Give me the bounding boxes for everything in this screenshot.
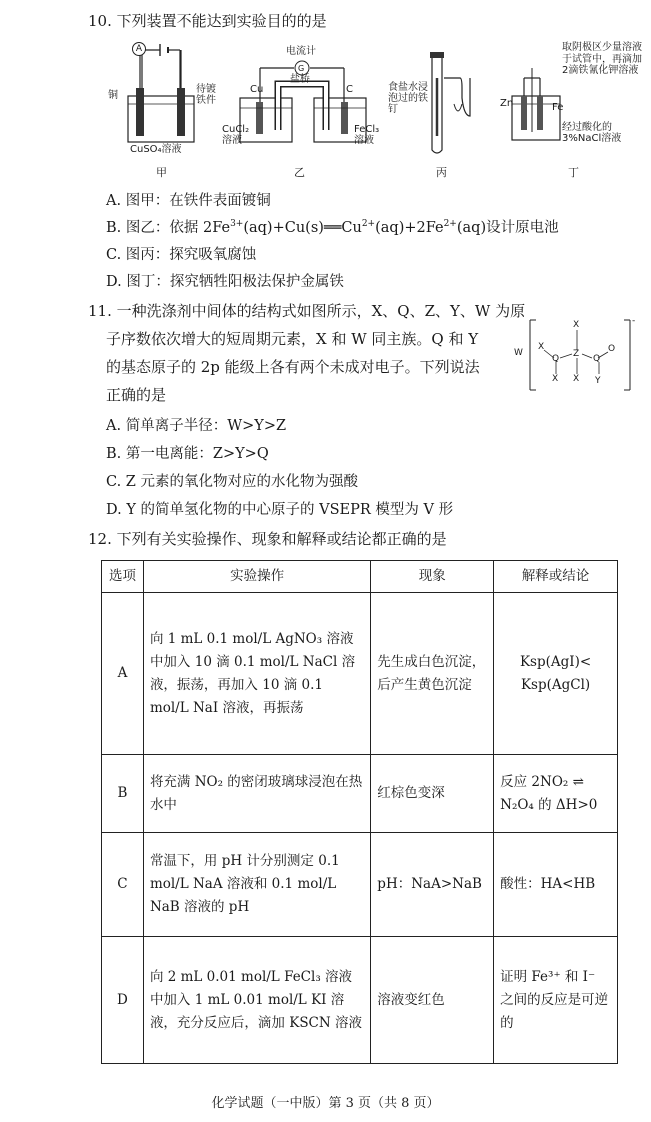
table-header-row	[102, 561, 618, 593]
label-iron-part: 待镀铁件	[196, 84, 216, 106]
header-phenomenon: 现象	[371, 561, 494, 593]
header-conclusion: 解释或结论	[494, 561, 618, 593]
row-b-option: B	[102, 755, 144, 833]
caption-ding: 丁	[568, 166, 579, 179]
atom-q-left: Q	[552, 354, 560, 364]
label-cu-electrode: Cu	[250, 84, 264, 95]
label-nacl-solution: 经过酸化的3%NaCl溶液	[562, 122, 622, 144]
row-a-phenomenon: 先生成白色沉淀，后产生黄色沉淀	[371, 593, 494, 755]
row-c-option: C	[102, 833, 144, 937]
header-operation: 实验操作	[143, 561, 370, 593]
atom-z: Z	[573, 349, 580, 359]
experiment-table	[101, 560, 618, 1064]
q10-option-b: B. 图乙：依据 $2Fe^{3+}(aq)+Cu(s)══Cu^{2+}(aq)+2Fe^{2+}(aq)$设计原电池	[106, 219, 559, 236]
q11-option-a: A. 简单离子半径：W>Y>Z	[106, 418, 287, 434]
label-ferricyanide-note: 取阴极区少量溶液于试管中，再滴加2滴铁氰化钾溶液	[562, 42, 642, 76]
row-c-phenomenon: pH：NaA>NaB	[371, 833, 494, 937]
caption-bing: 丙	[436, 166, 447, 179]
figure-ding	[492, 38, 648, 180]
q11-line-4: 正确的是	[106, 386, 167, 404]
structural-formula	[510, 316, 640, 396]
q11-line-2: 子序数依次增大的短周期元素，X 和 W 同主族。Q 和 Y	[106, 330, 479, 348]
label-zn-electrode: Zn	[500, 98, 514, 109]
q10-stem: 10. 下列装置不能达到实验目的的是	[88, 12, 327, 30]
header-option: 选项	[102, 561, 144, 593]
table-row	[102, 593, 618, 755]
figure-jia	[100, 38, 230, 180]
q11-line-1: 11. 一种洗涤剂中间体的结构式如图所示，X、Q、Z、Y、W 为原	[88, 302, 526, 320]
q12-stem: 12. 下列有关实验操作、现象和解释或结论都正确的是	[88, 530, 447, 548]
meter-symbol: G	[298, 64, 305, 73]
label-meter: 电流计	[286, 46, 316, 57]
atom-o: O	[608, 344, 616, 354]
row-b-operation: 将充满 NO₂ 的密闭玻璃球浸泡在热水中	[143, 755, 370, 833]
atom-x-mid: X	[573, 374, 580, 384]
row-d-conclusion: 证明 Fe³⁺ 和 I⁻ 之间的反应是可逆的	[494, 937, 618, 1064]
q11-option-d: D. Y 的简单氢化物的中心原子的 VSEPR 模型为 V 形	[106, 502, 454, 518]
label-fe-electrode: Fe	[552, 102, 564, 113]
table-row	[102, 937, 618, 1064]
atom-x-left: X	[538, 342, 545, 352]
row-c-conclusion: 酸性：HA<HB	[494, 833, 618, 937]
atom-w: W	[514, 348, 523, 358]
table-row	[102, 833, 618, 937]
row-c-operation: 常温下，用 pH 计分别测定 0.1 mol/L NaA 溶液和 0.1 mol/L NaB 溶液的 pH	[143, 833, 370, 937]
atom-q-right: Q	[593, 354, 601, 364]
row-a-conclusion: Ksp(AgI)< Ksp(AgCl)	[494, 593, 618, 755]
label-salt-bridge: 盐桥	[290, 74, 310, 85]
label-c-electrode: C	[346, 84, 353, 95]
q10-option-c: C. 图丙：探究吸氧腐蚀	[106, 247, 257, 263]
label-fecl3: FeCl₃溶液	[354, 124, 380, 146]
ammeter-symbol: A	[132, 42, 146, 56]
label-salt-nail: 食盐水浸泡过的铁钉	[388, 82, 428, 115]
figure-bing	[388, 38, 488, 180]
row-b-phenomenon: 红棕色变深	[371, 755, 494, 833]
row-d-option: D	[102, 937, 144, 1064]
row-b-conclusion: 反应 2NO₂ ⇌ N₂O₄ 的 ΔH>0	[494, 755, 618, 833]
row-a-option: A	[102, 593, 144, 755]
page-footer: 化学试题（一中版）第 3 页（共 8 页）	[211, 1096, 440, 1111]
figure-yi	[222, 38, 382, 180]
atom-x-bottom: X	[552, 374, 559, 384]
label-cucl2: CuCl₂溶液	[222, 124, 250, 146]
table-row	[102, 755, 618, 833]
atom-y: Y	[595, 376, 601, 386]
q11-line-3: 的基态原子的 2p 能级上各有两个未成对电子。下列说法	[106, 358, 480, 376]
label-cuso4: CuSO₄溶液	[130, 144, 182, 155]
q11-option-b: B. 第一电离能：Z>Y>Q	[106, 446, 269, 462]
q10-option-d: D. 图丁：探究牺牲阳极法保护金属铁	[106, 274, 344, 290]
caption-yi: 乙	[294, 166, 305, 179]
caption-jia: 甲	[156, 166, 167, 179]
row-d-phenomenon: 溶液变红色	[371, 937, 494, 1064]
q11-option-c: C. Z 元素的氧化物对应的水化物为强酸	[106, 474, 358, 490]
q10-option-a: A. 图甲：在铁件表面镀铜	[106, 193, 271, 209]
row-d-operation: 向 2 mL 0.01 mol/L FeCl₃ 溶液中加入 1 mL 0.01 mol/L KI 溶液，充分反应后，滴加 KSCN 溶液	[143, 937, 370, 1064]
row-a-operation: 向 1 mL 0.1 mol/L AgNO₃ 溶液中加入 10 滴 0.1 mol/L NaCl 溶液，振荡，再加入 10 滴 0.1 mol/L NaI 溶液，再振荡	[143, 593, 370, 755]
atom-x-top: X	[573, 320, 580, 330]
ion-charge: -	[632, 316, 636, 326]
label-copper: 铜	[108, 90, 118, 101]
